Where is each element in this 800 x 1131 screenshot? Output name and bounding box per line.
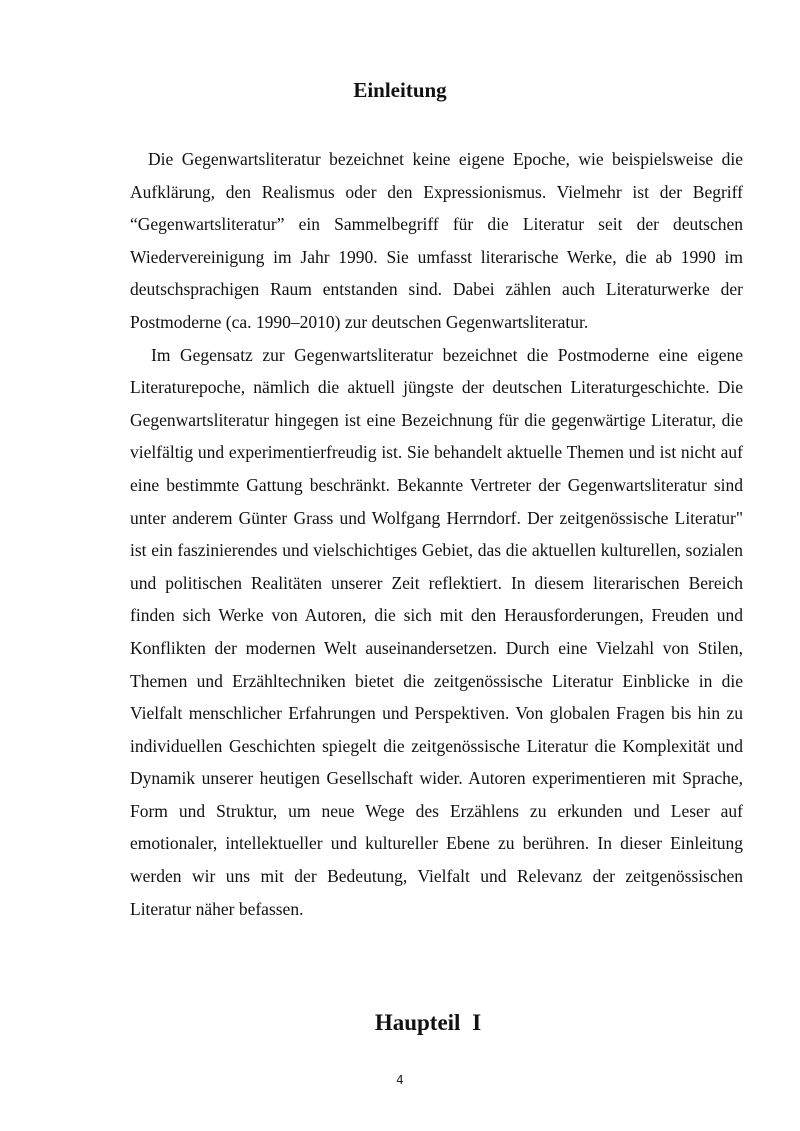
page-number: 4: [396, 1073, 404, 1087]
next-section-heading: Haupteil I: [374, 1010, 482, 1035]
body-text: [130, 143, 743, 925]
paragraph: Im Gegensatz zur Gegenwartsliteratur bezeichnet die Postmoderne eine eigene Literaturepoche, nämlich die aktuell jüngste der deutschen Literaturgeschichte. Die Gegenwartsliteratur hingegen ist eine Bezeichnung für die gegenwärtige Literatur, die vielfältig und experimentierfreudig ist. Sie behandelt aktuelle Themen und ist nicht auf eine bestimmte Gattung beschränkt. Bekannte Vertreter der Gegenwartsliteratur sind unter anderem Günter Grass und Wolfgang Herrndorf. Der zeitgenössische Literatur" ist ein faszinierendes und vielschichtiges Gebiet, das die aktuellen kulturellen, sozialen und politischen Realitäten unserer Zeit reflektiert. In diesem literarischen Bereich finden sich Werke von Autoren, die sich mit den Herausforderungen, Freuden und Konflikten der modernen Welt auseinandersetzen. Durch eine Vielzahl von Stilen, Themen und Erzähltechniken bietet die zeitgenössische Literatur Einblicke in die Vielfalt menschlicher Erfahrungen und Perspektiven. Von globalen Fragen bis hin zu individuellen Geschichten spiegelt die zeitgenössische Literatur die Komplexität und Dynamik unserer heutigen Gesellschaft wider. Autoren experimentieren mit Sprache, Form und Struktur, um neue Wege des Erzählens zu erkunden und Leser auf emotionaler, intellektueller und kultureller Ebene zu berühren. In dieser Einleitung werden wir uns mit der Bedeutung, Vielfalt und Relevanz der zeitgenössischen Literatur näher befassen.: [130, 344, 743, 919]
paragraph: Die Gegenwartsliteratur bezeichnet keine eigene Epoche, wie beispielsweise die Aufklärung, den Realismus oder den Expressionismus. Vielmehr ist der Begriff “Gegenwartsliteratur” ein Sammelbegriff für die Literatur seit der deutschen Wiedervereinigung im Jahr 1990. Sie umfasst literarische Werke, die ab 1990 im deutschsprachigen Raum entstanden sind. Dabei zählen auch Literaturwerke der Postmoderne (ca. 1990–2010) zur deutschen Gegenwartsliteratur.: [130, 149, 743, 332]
section-title: Einleitung: [353, 78, 447, 102]
